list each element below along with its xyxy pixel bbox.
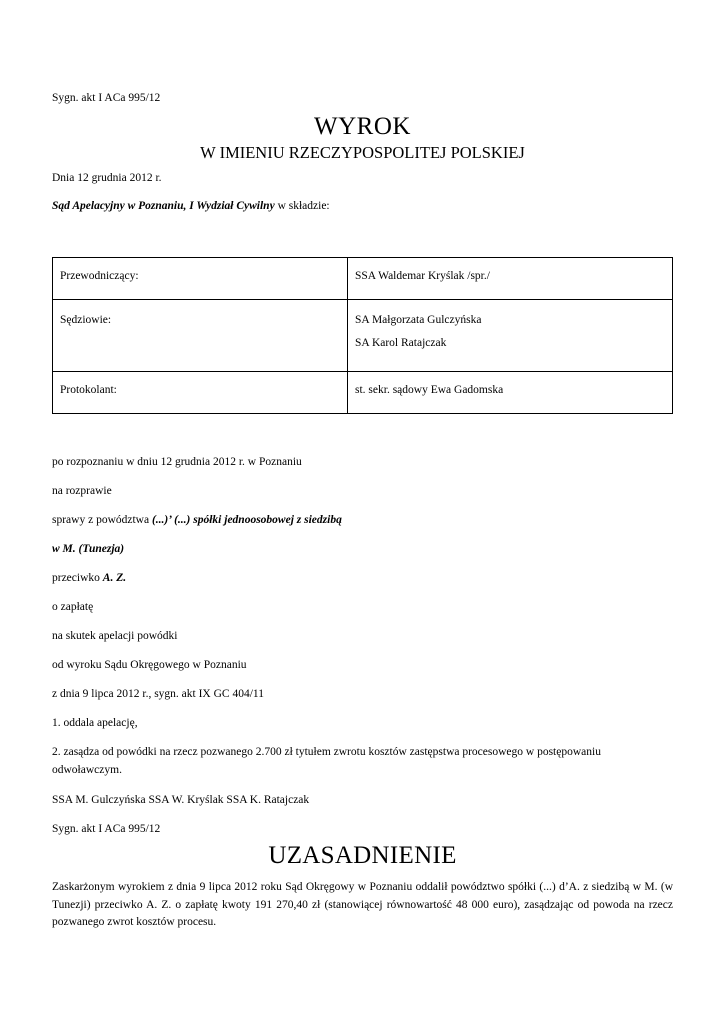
composition-row-clerk <box>53 372 673 414</box>
case-signature-top: Sygn. akt I ACa 995/12 <box>52 92 161 104</box>
plaintiff-name: (...)’ (...) spółki jednoosobowej z siedzibą <box>151 514 342 526</box>
court-name: Sąd Apelacyjny w Poznaniu, I Wydział Cywilny <box>52 200 275 212</box>
court-line <box>52 200 330 212</box>
case-signature-bottom: Sygn. akt I ACa 995/12 <box>52 823 161 835</box>
body-line: od wyroku Sądu Okręgowego w Poznaniu <box>52 659 247 671</box>
document-subtitle: W IMIENIU RZECZYPOSPOLITEJ POLSKIEJ <box>200 143 525 162</box>
clerk-name: st. sekr. sądowy Ewa Gadomska <box>348 372 673 414</box>
court-suffix: w składzie: <box>274 200 330 212</box>
defendant-name: A. Z. <box>102 572 127 584</box>
plaintiff-prefix: sprawy z powództwa <box>52 514 152 526</box>
ruling-point-1: 1. oddala apelację, <box>52 717 138 729</box>
judgment-date: Dnia 12 grudnia 2012 r. <box>52 172 162 184</box>
plaintiff-line <box>52 514 342 526</box>
document-title: WYROK <box>314 113 411 140</box>
defendant-prefix: przeciwko <box>52 572 103 584</box>
body-line: z dnia 9 lipca 2012 r., sygn. akt IX GC 404/11 <box>52 688 264 700</box>
ruling-point-2: 2. zasądza od powódki na rzecz pozwanego 2.700 zł tytułem zwrotu kosztów zastępstwa procesowego w postępowaniu odwoławczym. <box>52 746 601 776</box>
body-line: o zapłatę <box>52 601 94 613</box>
defendant-line <box>52 572 126 584</box>
justification-paragraph: Zaskarżonym wyrokiem z dnia 9 lipca 2012 roku Sąd Okręgowy w Poznaniu oddalił powództwo spółki (...) d’A. z siedzibą w M. (w Tunezji) przeciwko A. Z. o zapłatę kwoty 191 270,40 zł (stanowiącej równowartość 48 000 euro), zasądzając od powoda na rzecz pozwanego zwrot kosztów procesu. <box>52 881 673 928</box>
judges-signatures: SSA M. Gulczyńska SSA W. Kryślak SSA K. Ratajczak <box>52 794 310 806</box>
role-label: Przewodniczący: <box>53 258 348 300</box>
judges-cell <box>348 300 673 372</box>
role-label: Protokolant: <box>53 372 348 414</box>
composition-row-judges <box>53 300 673 372</box>
body-line: na rozprawie <box>52 485 112 497</box>
judge-name: SA Małgorzata Gulczyńska <box>355 314 482 326</box>
court-composition-table <box>52 257 673 414</box>
body-line: po rozpoznaniu w dniu 12 grudnia 2012 r. w Poznaniu <box>52 456 302 468</box>
body-line: na skutek apelacji powódki <box>52 630 178 642</box>
judge-name: SSA Waldemar Kryślak /spr./ <box>348 258 673 300</box>
justification-title: UZASADNIENIE <box>268 842 457 869</box>
judge-name: SA Karol Ratajczak <box>355 337 447 349</box>
composition-row-chair <box>53 258 673 300</box>
role-label: Sędziowie: <box>53 300 348 372</box>
plaintiff-seat: w M. (Tunezja) <box>52 543 125 555</box>
